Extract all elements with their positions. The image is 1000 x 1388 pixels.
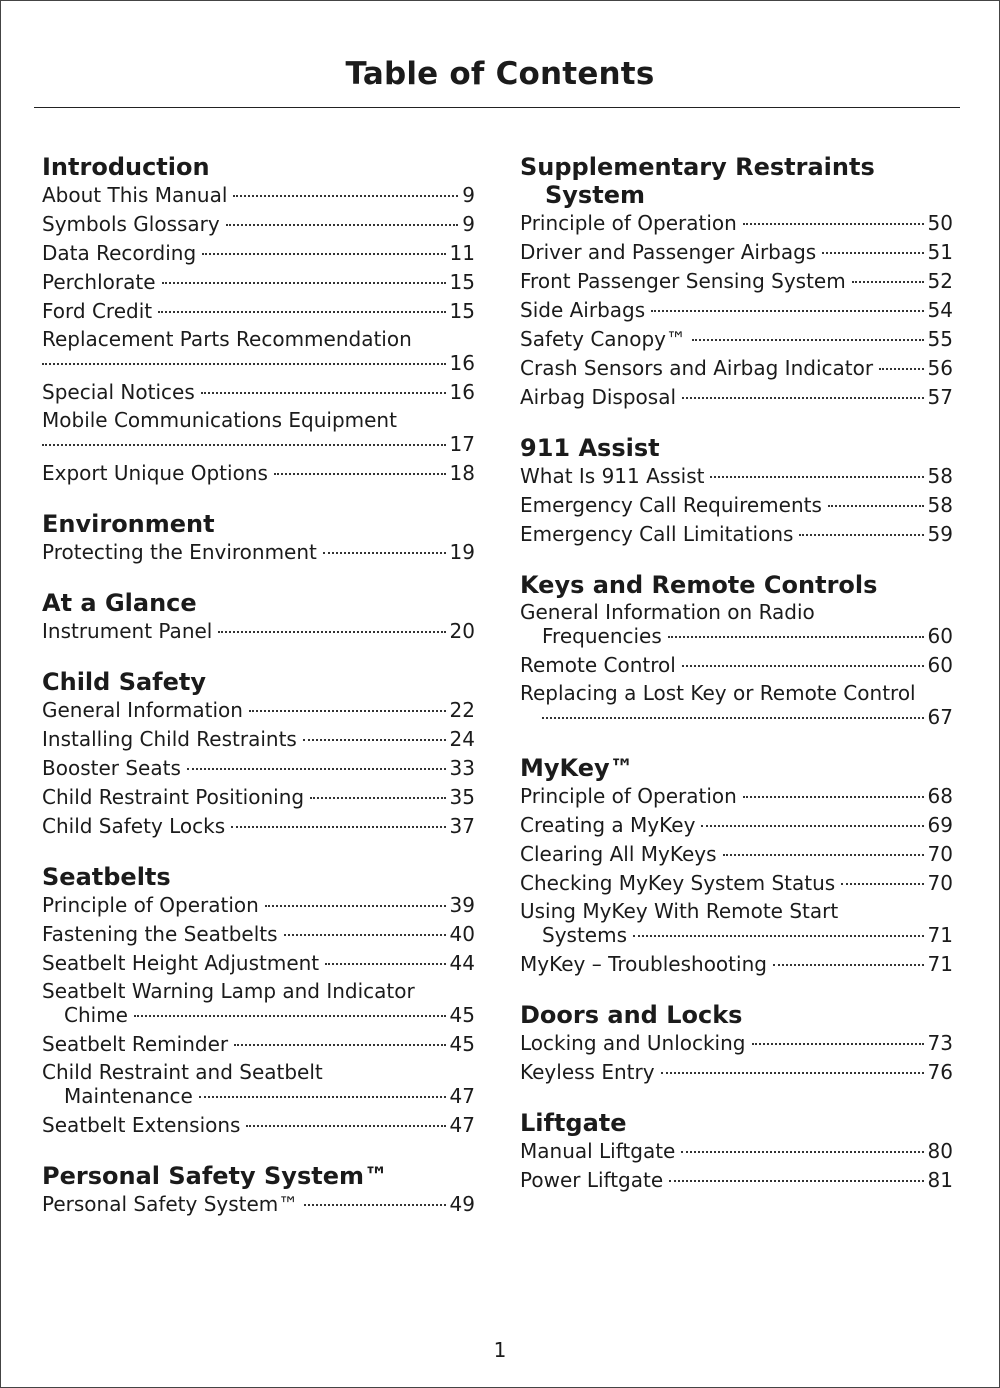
toc-entry[interactable]	[520, 296, 953, 325]
dot-leader	[682, 665, 924, 667]
entry-page-number: 55	[927, 327, 953, 351]
toc-entry[interactable]	[520, 383, 953, 412]
entry-page-number: 52	[927, 269, 953, 293]
toc-section	[42, 666, 475, 841]
toc-entry[interactable]	[42, 407, 475, 459]
dot-leader	[822, 252, 923, 254]
dot-leader	[310, 797, 445, 799]
entry-title: Child Restraint and Seatbelt	[42, 1060, 323, 1084]
toc-left-column	[42, 151, 475, 1239]
entry-page-number: 67	[927, 705, 953, 729]
entry-page-number: 35	[449, 785, 475, 809]
toc-entry[interactable]	[42, 181, 475, 210]
entry-title-continued: Maintenance	[64, 1084, 193, 1108]
entry-title: Seatbelt Extensions	[42, 1113, 241, 1137]
entry-title: Export Unique Options	[42, 461, 268, 485]
entry-page-number: 45	[449, 1003, 475, 1027]
entry-page-number: 9	[462, 212, 475, 236]
section-heading	[42, 1160, 475, 1190]
toc-entry[interactable]	[520, 1137, 953, 1166]
toc-entry[interactable]	[520, 840, 953, 869]
toc-section	[520, 151, 953, 412]
entry-page-number: 81	[927, 1168, 953, 1192]
entry-title: Remote Control	[520, 653, 676, 677]
dot-leader	[799, 534, 923, 536]
dot-leader	[218, 631, 445, 633]
entry-title: Symbols Glossary	[42, 212, 220, 236]
entry-page-number: 22	[449, 698, 475, 722]
entry-title-continued: Systems	[542, 923, 627, 947]
dot-leader	[246, 1125, 445, 1127]
dot-leader	[249, 710, 446, 712]
entry-title: Mobile Communications Equipment	[42, 408, 397, 432]
dot-leader	[701, 825, 923, 827]
entry-page-number: 60	[927, 653, 953, 677]
entry-title: Installing Child Restraints	[42, 727, 297, 751]
entry-page-number: 70	[927, 842, 953, 866]
dot-leader	[661, 1072, 924, 1074]
dot-leader	[284, 934, 446, 936]
entry-title: Perchlorate	[42, 270, 156, 294]
toc-entry[interactable]	[520, 680, 953, 732]
entry-title: General Information on Radio	[520, 600, 815, 624]
entry-page-number: 59	[927, 522, 953, 546]
entry-page-number: 57	[927, 385, 953, 409]
toc-entry[interactable]	[520, 599, 953, 651]
dot-leader	[231, 826, 445, 828]
toc-entry[interactable]	[42, 725, 475, 754]
entry-title: Protecting the Environment	[42, 540, 317, 564]
toc-entry[interactable]	[520, 1058, 953, 1087]
toc-entry[interactable]	[520, 238, 953, 267]
entry-page-number: 70	[927, 871, 953, 895]
entry-page-number: 9	[462, 183, 475, 207]
dot-leader	[201, 392, 446, 394]
toc-section	[520, 752, 953, 979]
entry-title: Personal Safety System™	[42, 1192, 299, 1216]
section-heading-text: Personal Safety System™	[42, 1162, 388, 1190]
section-heading	[520, 151, 953, 209]
dot-leader	[323, 552, 446, 554]
dot-leader	[42, 444, 446, 446]
section-heading	[42, 587, 475, 617]
title-rule	[34, 107, 960, 108]
entry-continuation	[520, 924, 953, 950]
entry-page-number: 16	[449, 351, 475, 375]
dot-leader	[852, 281, 924, 283]
entry-page-number: 16	[449, 380, 475, 404]
toc-entry[interactable]	[520, 520, 953, 549]
entry-continuation	[520, 625, 953, 651]
entry-title: Emergency Call Requirements	[520, 493, 822, 517]
dot-leader	[202, 253, 445, 255]
entry-page-number: 58	[927, 464, 953, 488]
dot-leader	[743, 223, 924, 225]
entry-title: Airbag Disposal	[520, 385, 677, 409]
entry-page-number: 71	[927, 952, 953, 976]
entry-title: Crash Sensors and Airbag Indicator	[520, 356, 874, 380]
entry-page-number: 49	[449, 1192, 475, 1216]
entry-title: Emergency Call Limitations	[520, 522, 794, 546]
entry-page-number: 45	[449, 1032, 475, 1056]
toc-entry[interactable]	[520, 1166, 953, 1195]
toc-entry[interactable]	[520, 267, 953, 296]
entry-title: Keyless Entry	[520, 1060, 655, 1084]
toc-entry[interactable]	[42, 1059, 475, 1111]
toc-entry[interactable]	[42, 754, 475, 783]
toc-entry[interactable]	[520, 1029, 953, 1058]
toc-entry[interactable]	[520, 898, 953, 950]
toc-section	[520, 999, 953, 1087]
dot-leader	[274, 473, 446, 475]
entry-title: Locking and Unlocking	[520, 1031, 746, 1055]
toc-entry[interactable]	[42, 1111, 475, 1140]
entry-page-number: 60	[927, 624, 953, 648]
dot-leader	[234, 1044, 445, 1046]
entry-title: MyKey – Troubleshooting	[520, 952, 767, 976]
entry-page-number: 76	[927, 1060, 953, 1084]
entry-page-number: 58	[927, 493, 953, 517]
toc-entry[interactable]	[520, 491, 953, 520]
dot-leader	[681, 1151, 923, 1153]
toc-section	[520, 569, 953, 732]
entry-page-number: 54	[927, 298, 953, 322]
entry-page-number: 80	[927, 1139, 953, 1163]
dot-leader	[233, 195, 458, 197]
dot-leader	[692, 339, 924, 341]
entry-page-number: 40	[449, 922, 475, 946]
entry-page-number: 51	[927, 240, 953, 264]
section-heading-text: At a Glance	[42, 589, 197, 617]
entry-page-number: 47	[449, 1084, 475, 1108]
entry-page-number: 47	[449, 1113, 475, 1137]
toc-entry[interactable]	[42, 459, 475, 488]
dot-leader	[325, 963, 445, 965]
entry-page-number: 68	[927, 784, 953, 808]
entry-title: Special Notices	[42, 380, 195, 404]
entry-title: Booster Seats	[42, 756, 181, 780]
entry-continuation	[42, 433, 475, 459]
entry-page-number: 24	[449, 727, 475, 751]
toc-section	[520, 1107, 953, 1195]
entry-page-number: 73	[927, 1031, 953, 1055]
toc-entry[interactable]	[42, 617, 475, 646]
dot-leader	[542, 717, 924, 719]
entry-title: Principle of Operation	[520, 211, 737, 235]
dot-leader	[303, 739, 446, 741]
entry-page-number: 39	[449, 893, 475, 917]
section-heading	[520, 432, 953, 462]
entry-title: Creating a MyKey	[520, 813, 696, 837]
entry-title: Seatbelt Warning Lamp and Indicator	[42, 979, 415, 1003]
toc-entry[interactable]	[520, 782, 953, 811]
section-heading-text: Introduction	[42, 153, 210, 181]
entry-title: Replacing a Lost Key or Remote Control	[520, 681, 916, 705]
dot-leader	[42, 363, 446, 365]
section-heading-text-continued: System	[545, 181, 645, 209]
section-heading-text: 911 Assist	[520, 434, 660, 462]
entry-page-number: 18	[449, 461, 475, 485]
toc-entry[interactable]	[520, 869, 953, 898]
toc-entry[interactable]	[42, 783, 475, 812]
entry-title: Seatbelt Reminder	[42, 1032, 229, 1056]
dot-leader	[158, 311, 445, 313]
entry-title: Driver and Passenger Airbags	[520, 240, 817, 264]
toc-entry[interactable]	[42, 920, 475, 949]
toc-section	[42, 587, 475, 646]
entry-title: Replacement Parts Recommendation	[42, 327, 412, 351]
entry-page-number: 15	[449, 270, 475, 294]
page-number: 1	[493, 1338, 507, 1362]
entry-page-number: 50	[927, 211, 953, 235]
entry-page-number: 17	[449, 432, 475, 456]
toc-entry[interactable]	[42, 1190, 475, 1219]
entry-title: Clearing All MyKeys	[520, 842, 717, 866]
toc-entry[interactable]	[42, 326, 475, 378]
section-heading	[42, 666, 475, 696]
section-heading-text: Liftgate	[520, 1109, 627, 1137]
section-heading	[42, 861, 475, 891]
toc-section	[520, 432, 953, 549]
entry-page-number: 15	[449, 299, 475, 323]
section-heading-text: Environment	[42, 510, 215, 538]
toc-entry[interactable]	[520, 325, 953, 354]
toc-section	[42, 508, 475, 567]
dot-leader	[828, 505, 924, 507]
entry-page-number: 44	[449, 951, 475, 975]
entry-title: Checking MyKey System Status	[520, 871, 836, 895]
entry-title: Safety Canopy™	[520, 327, 686, 351]
toc-entry[interactable]	[42, 1030, 475, 1059]
toc-right-column	[520, 151, 953, 1215]
entry-page-number: 11	[449, 241, 475, 265]
page-title: Table of Contents	[345, 56, 655, 92]
dot-leader	[773, 964, 924, 966]
dot-leader	[226, 224, 459, 226]
section-heading	[520, 999, 953, 1029]
entry-title: Using MyKey With Remote Start	[520, 899, 839, 923]
entry-title: Principle of Operation	[42, 893, 259, 917]
toc-entry[interactable]	[520, 354, 953, 383]
entry-title: Ford Credit	[42, 299, 153, 323]
entry-title: Data Recording	[42, 241, 197, 265]
dot-leader	[743, 796, 924, 798]
entry-title: Side Airbags	[520, 298, 646, 322]
dot-leader	[633, 935, 924, 937]
entry-continuation	[42, 352, 475, 378]
entry-continuation	[42, 1085, 475, 1111]
toc-entry[interactable]	[42, 538, 475, 567]
entry-title: Fastening the Seatbelts	[42, 922, 278, 946]
dot-leader	[723, 854, 924, 856]
entry-page-number: 37	[449, 814, 475, 838]
toc-entry[interactable]	[520, 811, 953, 840]
toc-section	[42, 861, 475, 1140]
entry-title: Instrument Panel	[42, 619, 213, 643]
toc-entry[interactable]	[42, 297, 475, 326]
toc-entry[interactable]	[42, 239, 475, 268]
toc-entry[interactable]	[520, 950, 953, 979]
dot-leader	[304, 1204, 445, 1206]
entry-page-number: 19	[449, 540, 475, 564]
section-heading-text: Seatbelts	[42, 863, 171, 891]
dot-leader	[265, 905, 446, 907]
entry-page-number: 56	[927, 356, 953, 380]
toc-entry[interactable]	[520, 209, 953, 238]
dot-leader	[682, 397, 924, 399]
toc-entry[interactable]	[42, 210, 475, 239]
entry-title: Manual Liftgate	[520, 1139, 676, 1163]
dot-leader	[162, 282, 446, 284]
toc-entry[interactable]	[42, 812, 475, 841]
toc-entry[interactable]	[42, 696, 475, 725]
section-heading	[520, 1107, 953, 1137]
entry-title: Front Passenger Sensing System	[520, 269, 846, 293]
toc-entry[interactable]	[520, 462, 953, 491]
dot-leader	[669, 1180, 923, 1182]
entry-title: Power Liftgate	[520, 1168, 664, 1192]
entry-continuation	[520, 706, 953, 732]
dot-leader	[199, 1096, 446, 1098]
entry-title: Principle of Operation	[520, 784, 737, 808]
section-heading-text: MyKey™	[520, 754, 634, 782]
entry-page-number: 20	[449, 619, 475, 643]
dot-leader	[134, 1015, 446, 1017]
section-heading-text: Keys and Remote Controls	[520, 571, 878, 599]
section-heading-text: Child Safety	[42, 668, 207, 696]
dot-leader	[668, 636, 924, 638]
section-heading	[520, 752, 953, 782]
entry-page-number: 33	[449, 756, 475, 780]
dot-leader	[752, 1043, 924, 1045]
section-heading	[42, 151, 475, 181]
toc-entry[interactable]	[42, 378, 475, 407]
toc-entry[interactable]	[42, 268, 475, 297]
dot-leader	[651, 310, 923, 312]
entry-title: General Information	[42, 698, 243, 722]
section-heading-text: Supplementary Restraints	[520, 153, 875, 181]
toc-entry[interactable]	[42, 891, 475, 920]
entry-title: Child Safety Locks	[42, 814, 226, 838]
toc-section	[42, 1160, 475, 1219]
dot-leader	[879, 368, 923, 370]
toc-entry[interactable]	[42, 978, 475, 1030]
entry-title: Seatbelt Height Adjustment	[42, 951, 320, 975]
entry-page-number: 71	[927, 923, 953, 947]
entry-title: Child Restraint Positioning	[42, 785, 305, 809]
toc-entry[interactable]	[42, 949, 475, 978]
entry-title: What Is 911 Assist	[520, 464, 705, 488]
dot-leader	[841, 883, 923, 885]
entry-page-number: 69	[927, 813, 953, 837]
entry-continuation	[42, 1004, 475, 1030]
toc-entry[interactable]	[520, 651, 953, 680]
dot-leader	[187, 768, 446, 770]
entry-title-continued: Chime	[64, 1003, 128, 1027]
section-heading	[520, 569, 953, 599]
entry-title-continued: Frequencies	[542, 624, 662, 648]
section-heading	[42, 508, 475, 538]
entry-title: About This Manual	[42, 183, 228, 207]
dot-leader	[710, 476, 923, 478]
section-heading-text: Doors and Locks	[520, 1001, 743, 1029]
toc-section	[42, 151, 475, 488]
